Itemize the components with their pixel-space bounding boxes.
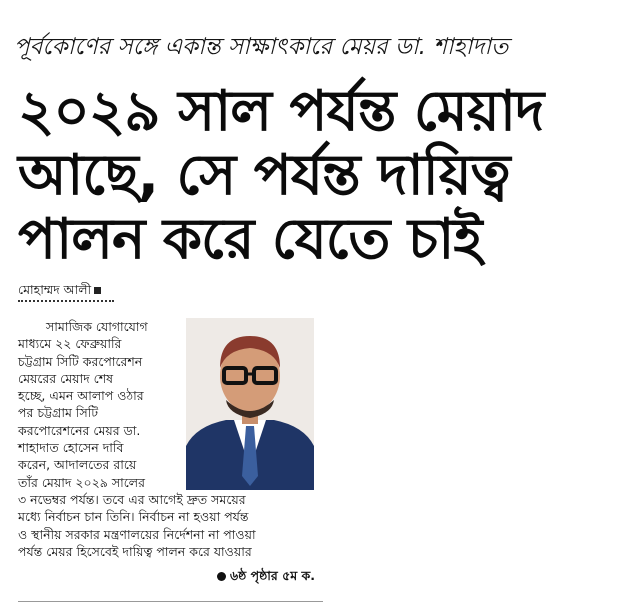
- body-line: ৩ নভেম্বর পর্যন্ত। তবে এর আগেই দ্রুত সময়ের: [18, 492, 246, 507]
- bottom-rule: [18, 601, 323, 602]
- byline-dotted-divider: [18, 300, 114, 302]
- body-line: মাধ্যমে ২২ ফেব্রুয়ারি: [18, 336, 122, 352]
- mayor-portrait-photo: [186, 318, 314, 490]
- article-kicker: পূর্বকোণের সঙ্গে একান্ত সাক্ষাৎকারে মেয়র ডা. শাহাদাত: [14, 34, 509, 60]
- headline-line-1: ২০২৯ সাল পর্যন্ত মেয়াদ: [18, 79, 544, 144]
- body-line: তাঁর মেয়াদ ২০২৯ সালের: [18, 474, 145, 490]
- article-body-column: [18, 318, 176, 491]
- body-line: পর্যন্ত মেয়র হিসেবেই দায়িত্ব পালন করে যাওয়ার: [18, 543, 252, 559]
- portrait-illustration: [186, 318, 314, 490]
- byline: [18, 281, 101, 299]
- body-line: সামাজিক যোগাযোগ: [46, 319, 148, 334]
- body-line: হচ্ছে, এমন আলাপ ওঠার: [18, 388, 144, 404]
- byline-author: মোহাম্মদ আলী: [18, 282, 92, 297]
- article-headline: [18, 80, 628, 272]
- body-line: মধ্যে নির্বাচন চান তিনি। নির্বাচন না হওয়া পর্যন্ত: [18, 509, 249, 525]
- body-line: মেয়রের মেয়াদ শেষ: [18, 370, 114, 386]
- headline-line-3: পালন করে যেতে চাই: [18, 207, 482, 272]
- body-line: পর চট্টগ্রাম সিটি: [18, 405, 99, 421]
- article-body-full-width: [18, 491, 315, 560]
- body-line: চট্টগ্রাম সিটি করপোরেশন: [18, 353, 143, 369]
- body-line: শাহাদাত হোসেন দাবি: [18, 440, 124, 456]
- continuation-jump-line: [168, 567, 315, 584]
- byline-square-icon: [94, 287, 101, 294]
- continuation-text: ৬ষ্ঠ পৃষ্ঠার ৫ম ক.: [229, 568, 315, 583]
- body-line: করপোরেশনের মেয়র ডা.: [18, 422, 141, 438]
- body-line: করেন, আদালতের রায়ে: [18, 457, 137, 473]
- bullet-icon: [217, 572, 226, 581]
- body-line: ও স্থানীয় সরকার মন্ত্রণালয়ের নির্দেশনা না পাওয়া: [18, 526, 256, 542]
- headline-line-2: আছে, সে পর্যন্ত দায়িত্ব: [18, 143, 510, 208]
